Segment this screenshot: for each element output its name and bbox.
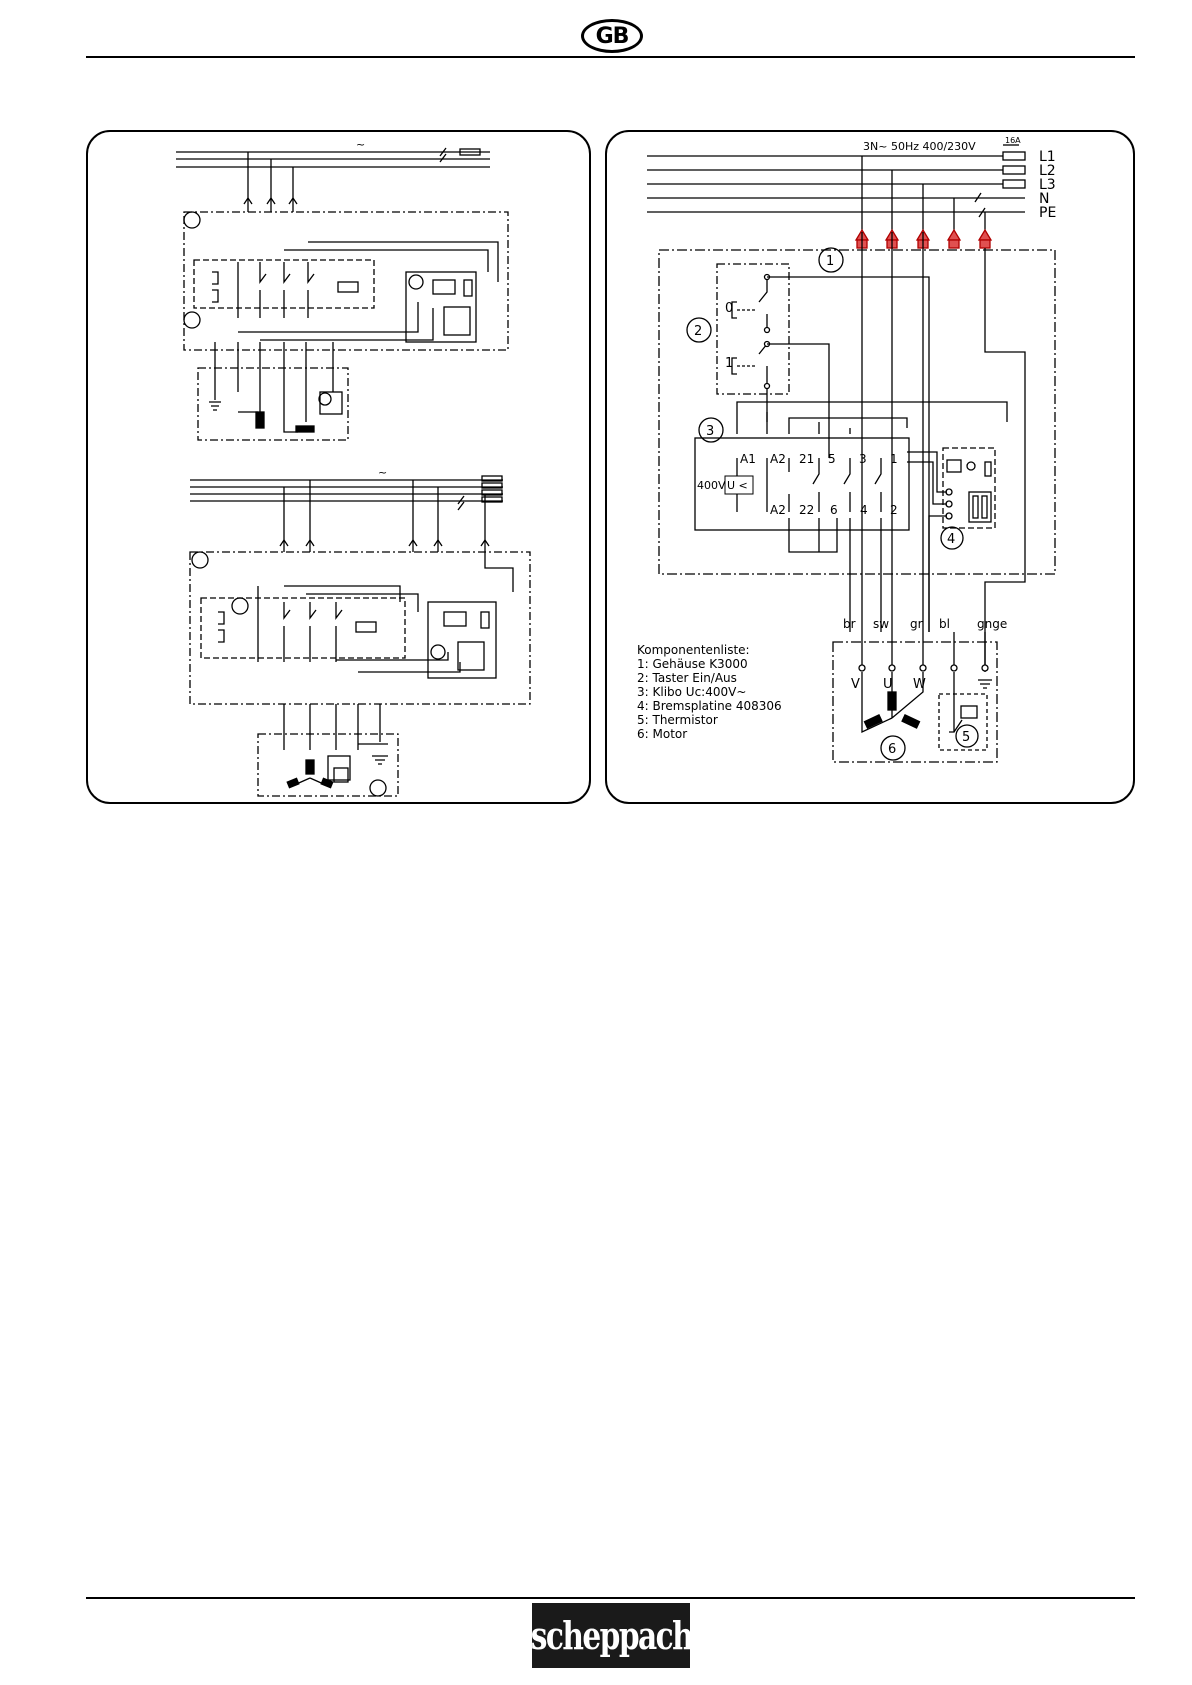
header-rule xyxy=(86,56,1135,58)
contactor-top-a2: A2 xyxy=(770,452,786,466)
contactor-top-21: 21 xyxy=(799,452,815,466)
component-number-5: 5 xyxy=(962,730,971,745)
scheppach-logo xyxy=(532,1603,690,1668)
contactor-bottom-a2: A2 xyxy=(770,503,786,517)
contactor-top-3: 3 xyxy=(859,452,867,466)
component-number-2: 2 xyxy=(694,324,703,339)
coil-symbol: U < xyxy=(727,479,748,492)
wire-color-br: br xyxy=(843,617,856,631)
line-label-l2: L2 xyxy=(1039,163,1056,179)
left-bottom-tilde: ~ xyxy=(378,466,388,479)
legend-title: Komponentenliste: xyxy=(637,643,750,657)
legend-item-6: 6: Motor xyxy=(637,727,688,741)
contactor-bottom-6: 6 xyxy=(830,503,838,517)
line-label-l3: L3 xyxy=(1039,177,1056,193)
left-top-tilde: ~ xyxy=(356,138,366,151)
wire-color-gr: gr xyxy=(910,617,923,631)
fuse-rating: 16A xyxy=(1005,136,1021,145)
legend-item-3: 3: Klibo Uc:400V~ xyxy=(637,685,747,699)
contactor-bottom-4: 4 xyxy=(860,503,868,517)
component-number-3: 3 xyxy=(706,424,715,439)
logo-text: scheppach xyxy=(530,1613,692,1658)
lower-wiring-diagram xyxy=(190,466,530,796)
right-diagram-panel xyxy=(605,130,1135,804)
legend-item-1: 1: Gehäuse K3000 xyxy=(637,657,748,671)
line-label-n: N xyxy=(1039,191,1050,207)
switch-position-1: 1 xyxy=(725,356,734,371)
wire-color-gnge: gnge xyxy=(977,617,1008,631)
contactor-top-1: 1 xyxy=(890,452,898,466)
line-label-l1: L1 xyxy=(1039,149,1056,165)
motor-terminal-w: W xyxy=(913,677,926,692)
component-number-1: 1 xyxy=(826,254,835,269)
coil-voltage: 400V xyxy=(697,479,726,492)
legend-item-2: 2: Taster Ein/Aus xyxy=(637,671,737,685)
supply-label: 3N~ 50Hz 400/230V xyxy=(863,140,976,153)
contactor-bottom-2: 2 xyxy=(890,503,898,517)
switch-position-0: 0 xyxy=(725,301,734,316)
legend-item-4: 4: Bremsplatine 408306 xyxy=(637,699,782,713)
legend-item-5: 5: Thermistor xyxy=(637,713,718,727)
component-number-6: 6 xyxy=(888,742,897,757)
footer-rule xyxy=(86,1597,1135,1599)
right-wiring-svg xyxy=(607,132,1137,806)
line-label-pe: PE xyxy=(1039,205,1057,221)
upper-wiring-diagram xyxy=(176,138,508,440)
contactor-top-a1: A1 xyxy=(740,452,756,466)
wire-color-sw: sw xyxy=(873,617,890,631)
supply-lines xyxy=(647,136,1056,221)
contactor-top-5: 5 xyxy=(828,452,836,466)
left-wiring-svg xyxy=(88,132,593,806)
push-button-switch xyxy=(687,264,929,632)
component-number-4: 4 xyxy=(947,532,956,547)
motor-block xyxy=(833,632,997,762)
left-diagram-panel xyxy=(86,130,591,804)
contactor-bottom-22: 22 xyxy=(799,503,815,517)
motor-terminal-v: V xyxy=(851,677,860,692)
motor-terminal-u: U xyxy=(883,677,893,692)
component-legend xyxy=(637,643,782,741)
gb-country-badge xyxy=(581,19,643,53)
wire-color-bl: bl xyxy=(939,617,950,631)
gb-badge-text: GB xyxy=(595,23,629,49)
contactor-klibo xyxy=(695,402,1007,632)
